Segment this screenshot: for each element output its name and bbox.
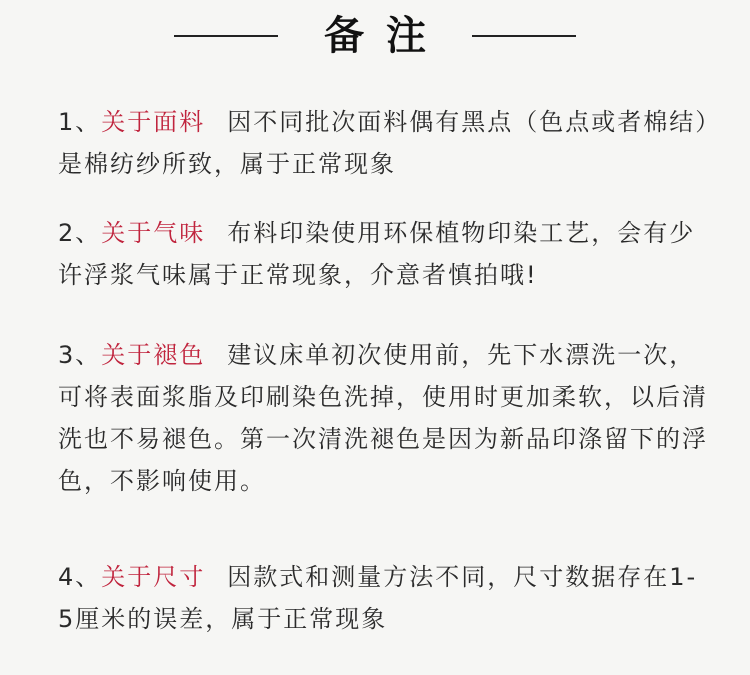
note-label: 关于面料 [101, 108, 206, 136]
header-left-rule [174, 35, 278, 37]
note-size [58, 556, 710, 640]
note-fading [58, 334, 710, 502]
note-number: 3、 [58, 341, 102, 369]
note-number: 1、 [58, 108, 102, 136]
note-text: 因款式和测量方法不同，尺寸数据存在1-5厘米的误差，属于正常现象 [58, 563, 698, 633]
note-text: 因不同批次面料偶有黑点（色点或者棉结）是棉纺纱所致，属于正常现象 [58, 108, 710, 178]
note-number: 2、 [58, 219, 102, 247]
note-odor [58, 212, 710, 296]
note-label: 关于褪色 [101, 341, 206, 369]
note-text: 建议床单初次使用前，先下水漂洗一次，可将表面浆脂及印刷染色洗掉，使用时更加柔软，以后清洗也不易褪色。第一次清洗褪色是因为新品印涤留下的浮色，不影响使用。 [58, 341, 708, 495]
note-fabric [58, 101, 710, 185]
page-title: 备注 [324, 13, 448, 59]
note-text: 布料印染使用环保植物印染工艺，会有少许浮浆气味属于正常现象，介意者慎拍哦! [58, 219, 696, 289]
note-label: 关于气味 [101, 219, 206, 247]
header-right-rule [472, 35, 576, 37]
header [0, 8, 750, 64]
note-label: 关于尺寸 [101, 563, 206, 591]
note-number: 4、 [58, 563, 102, 591]
